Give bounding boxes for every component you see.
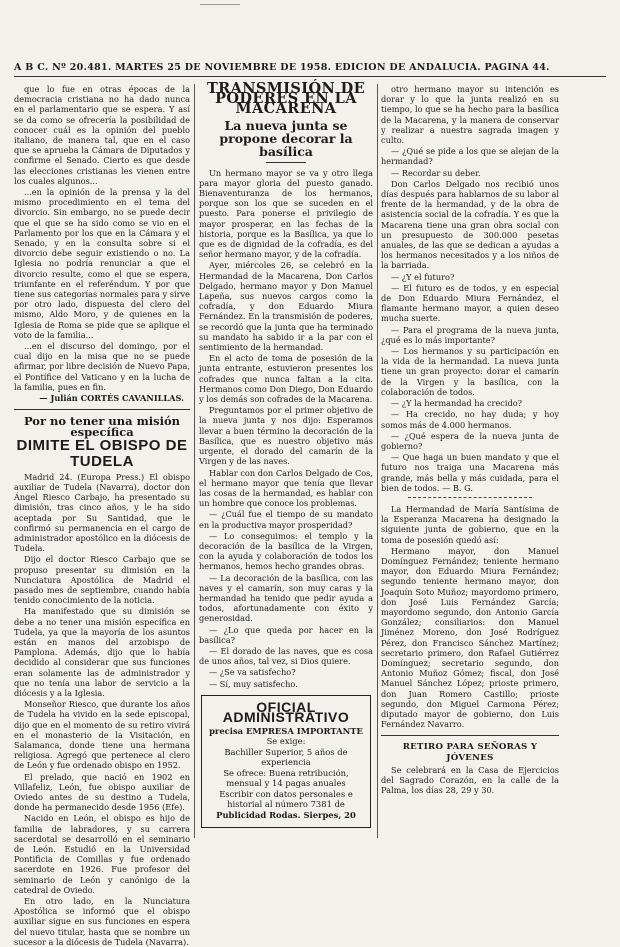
paragraph: — ¿Qué se pide a los que se alejan de la hermandad? [381, 146, 559, 167]
paragraph: Madrid 24. (Europa Press.) El obispo auxiliar de Tudela (Navarra), doctor don Ángel Riesco Carbajo, ha presentado su dimisión, tras cinco años, y le ha sido aceptada por Su Santidad, que le confirmó su permanencia en el cargo de administrador apostólico en la diócesis de Tudela. [14, 471, 190, 554]
article-body [14, 472, 190, 947]
paragraph: que lo fue en otras épocas de la democracia cristiana no ha dado nunca en el parlamentario que se espera. Y así se da como se ofrecería la posibilidad de conocer cuál es la opinión del pueblo italiano, de manera tal, que en el caso que se aprueba la Cámara de Diputados y confirme el Senado. Cierto es que desde las elecciones cristianas les vienen entre los cuales algunos... [14, 84, 190, 186]
paragraph: Hermano mayor, don Manuel Domínguez Fernández; teniente hermano mayor, don Eduardo Miura Fernández; segundo teniente hermano mayor, don Joaquín Soto Muñoz; mayordomo primero, don José Luis Fernández García; mayordomo segundo, don Antonio García González; consiliarios: don Manuel Jiménez Moreno, don José Rodríguez Pérez, don Francisco Sánchez Martínez; secretario primero, don Rafael Gutiérrez Domínguez; secretario segundo, don Antonio Muñoz Gómez; fiscal, don José Manuel Sánchez López; prioste primero, don Juan Romero Castillo; prioste segundo, don Miguel Carmona Pérez; diputado mayor de gobierno, don Luis Fernández Navarro. [381, 545, 559, 730]
article-separator [408, 497, 533, 498]
column-divider-2 [377, 84, 378, 838]
paragraph: otro hermano mayor su intención es dorar y lo que la junta realizó en su tiempo, lo que se ha hecho para la basílica de la Macarena, y la manera de conservar y realizar a nuestra sagrada imagen y culto. [381, 84, 559, 146]
article-subhead: La nueva junta se propone decorar la basílica [219, 117, 353, 159]
paragraph: La Hermandad de María Santísima de la Esperanza Macarena ha designado la siguiente junta de gobierno, que en la toma de posesión quedó así: [381, 503, 559, 545]
classified-ad-box [201, 695, 371, 829]
paragraph: — El dorado de las naves, que es cosa de unos años, tal vez, si Dios quiere. [199, 645, 373, 667]
paragraph: Hablar con don Carlos Delgado de Cos, el hermano mayor que tenía que llevar las cosas de la hermandad, es hablar con un hombre que conoce los problemas. [199, 467, 373, 509]
paragraph: — ¿Y el futuro? [391, 271, 455, 282]
retreat-title: RETIRO PARA SEÑORAS Y JÓVENES [402, 742, 538, 763]
paragraph: En el acto de toma de posesión de la junta entrante, estuvieron presentes los cofrades que nunca faltan a la cita. Hermanos como Don Diego, Don Eduardo y los demás son cofrades de la Macarena. [199, 353, 373, 405]
paragraph: — ¿Lo que queda por hacer en la basílica? [199, 624, 373, 645]
paragraph: — ¿Cuál fue el tiempo de su mandato en la productiva mayor prosperidad? [199, 509, 373, 530]
paragraph: En otro lado, en la Nunciatura Apostólica se informó que el obispo auxiliar sigue en sus funciones en espera del nuevo titular, hasta que se nombre un sucesor a la diócesis de Tudela (Navarra). [14, 896, 190, 947]
paragraph: Don Carlos Delgado nos recibió unos días después para hablarnos de su labor al frente de la hermandad, y de la obra de asistencia social de la cofradía. Y es que la Macarena tiene una gran obra social con un presupuesto de 300.000 pesetas anuales, de las que se dedican a ayudas a los hermanos necesitados y a los niños de la barriada. [381, 178, 559, 271]
paragraph: Ha manifestado que su dimisión se debe a no tener una misión específica en Tudela, ya que la mayoría de los asuntos están en manos del arzobispo de Pamplona. Además, dijo que lo había decidido al considerar que sus funciones eran solamente las de administrador y que no tenía una labor de servicio a la diócesis y a la Iglesia. [14, 606, 190, 698]
column-divider-1 [194, 84, 195, 838]
page-edge-mark [200, 4, 240, 13]
article-headline: TRANSMISIÓN DE PODERES EN LA MACARENA [206, 80, 366, 118]
article-separator [14, 409, 190, 410]
continued-article [14, 84, 190, 392]
ad-line: precisa EMPRESA IMPORTANTE [209, 725, 363, 736]
paragraph: ...en la opinión de la prensa y la del mismo procedimiento en el tema del divorcio. Sin embargo, no se puede decir que el que se ha sido como se vio en el Parlamento por los que en la Cámara y el Senado, y en la consulta sobre si el divorcio debe seguir existiendo o no. La Iglesia no podría renunciar a que el divorcio resulte, como el que se espera, triunfante en el referéndum. Y por que tiene sus categorías normales para y sirve por otro lado, dispuesta del clero del mismo, Aldo Moro, y de quienes en la Iglesia de Roma se pide que se aplique el voto de la familia... [14, 187, 190, 340]
paragraph: — Lo conseguimos: el templo y la decoración de la basílica de la Virgen, con la ayuda y colaboración de todos los hermanos, hemos hecho grandes obras. [199, 530, 373, 572]
paragraph: — ¿Y la hermandad ha crecido? [391, 398, 523, 409]
paragraph: Dijo el doctor Riesco Carbajo que se propuso presentar su dimisión en la Nunciatura Apostólica de Madrid el pasado mes de septiembre, cuando había tenido conocimiento de la noticia. [14, 554, 190, 606]
ad-lines [207, 726, 365, 821]
paragraph: — ¿Se va satisfecho? [209, 667, 296, 678]
paragraph: — Ha crecido, no hay duda; y hoy somos más de 4.000 hermanos. [381, 409, 559, 430]
paragraph: — ¿Qué espera de la nueva junta de gobierno? [381, 430, 559, 451]
hermandad-junta-article [381, 504, 559, 729]
header-rule [14, 76, 606, 77]
ad-line: Se exige: [266, 736, 306, 747]
paragraph: — La decoración de la basílica, con las naves y el camarín, son muy caras y la hermandad ha tenido que pedir ayuda a todos, afortunadamente con éxito y generosidad. [199, 572, 373, 624]
column-1 [14, 84, 190, 947]
page-header: A B C. Nº 20.481. MARTES 25 DE NOVIEMBRE DE 1958. EDICION DE ANDALUCIA. PAGINA 44. [14, 62, 550, 73]
ad-line: Publicidad Rodas. Sierpes, 20 [216, 809, 356, 820]
ad-line: Escribir con datos personales e historial al número 7381 de [219, 788, 353, 810]
article-continuation [381, 84, 559, 493]
article-headline: DIMITE EL OBISPO DE TUDELA [16, 436, 188, 470]
article-body [199, 168, 373, 689]
column-3 [381, 84, 559, 838]
ad-line: Se ofrece: Buena retribución, mensual y 14 pagas anuales [223, 767, 349, 789]
column-2 [199, 80, 373, 838]
ad-title: OFICIAL ADMINISTRATIVO [222, 698, 350, 726]
article-signature: — Julián CORTÉS CAVANILLAS. [39, 393, 184, 404]
headline-rule [266, 162, 306, 163]
paragraph: — El futuro es de todos, y en especial de Don Eduardo Miura Fernández, el flamante hermano mayor, a quien deseo mucha suerte. [381, 282, 559, 324]
paragraph: ...en el discurso del domingo, por el cual dijo en la misa que no se puede afirmar, por libre decisión de Nuevo Papa, el Pontífice del Vaticano y en la lucha de la familia, pues en fin. [14, 341, 190, 392]
paragraph: Un hermano mayor se va y otro llega para mayor gloria del puesto ganado. Bienaventuranza de los hermanos, porque son los que se suceden en el puesto. Para ponerse el privilegio de mayor prosperar, en las fechas de la historia, porque es la Basílica, ya que lo que es de dignidad de la cofradía, es del señor hermano mayor, y de la cofradía. [199, 167, 373, 260]
paragraph: — Para el programa de la nueva junta, ¿qué es lo más importante? [381, 324, 559, 345]
paragraph: — Los hermanos y su participación en la vida de la hermandad. La nueva junta tiene un gran proyecto: dorar el camarín de la Virgen y la basílica, con la colaboración de todos. [381, 346, 559, 397]
article-kicker: Por no tener una misión específica [23, 414, 181, 439]
paragraph: — Sí, muy satisfecho. [209, 678, 298, 689]
paragraph: — Recordar su deber. [391, 167, 481, 178]
section-separator [381, 735, 559, 736]
paragraph: Ayer, miércoles 26, se celebró en la Hermandad de la Macarena, Don Carlos Delgado, hermano mayor y Don Manuel Lapeña, sus nuevos cargos como la cofradía, y don Eduardo Miura Fernández. En la transmisión de poderes, se recordó que la junta que ha terminado su mandato ha sabido ir a la par con el sentimiento de la hermandad. [199, 260, 373, 353]
paragraph: Nacido en León, el obispo es hijo de familia de labradores, y su carrera sacerdotal se desarrolló en el seminario de León. Estudió en la Universidad Pontificia de Comillas y fue ordenado sacerdote en 1926. Fue profesor del seminario de León y canónigo de la catedral de Oviedo. [14, 813, 190, 895]
paragraph: Monseñor Riesco, que durante los años de Tudela ha vivido en la sede episcopal, dijo que en el momento de su retiro vivirá en el monasterio de la Visitación, en Salamanca, donde tiene una hermana religiosa. Agregó que pertenece al clero de León y fue ordenado obispo en 1952. [14, 699, 190, 771]
ad-line: Bachiller Superior, 5 años de experiencia [224, 746, 348, 768]
paragraph: El prelado, que nació en 1902 en Villafeliz, León, fue obispo auxiliar de Oviedo antes de su destino a Tudela, donde ha permanecido desde 1956 (Efe). [14, 771, 190, 813]
retreat-text: Se celebrará en la Casa de Ejercicios del Sagrado Corazón, en la calle de la Palma, los días 28, 29 y 30. [381, 764, 559, 796]
paragraph: Preguntamos por el primer objetivo de la nueva junta y nos dijo: Esperamos llevar a buen término la decoración de la Basílica, que es nuestro objetivo más urgente, el dorado del camarín de la Virgen y de las naves. [199, 405, 373, 467]
paragraph: — Que haga un buen mandato y que el futuro nos traiga una Macarena más grande, más bella y más cuidada, para el bien de todos. — B. G. [381, 452, 559, 493]
